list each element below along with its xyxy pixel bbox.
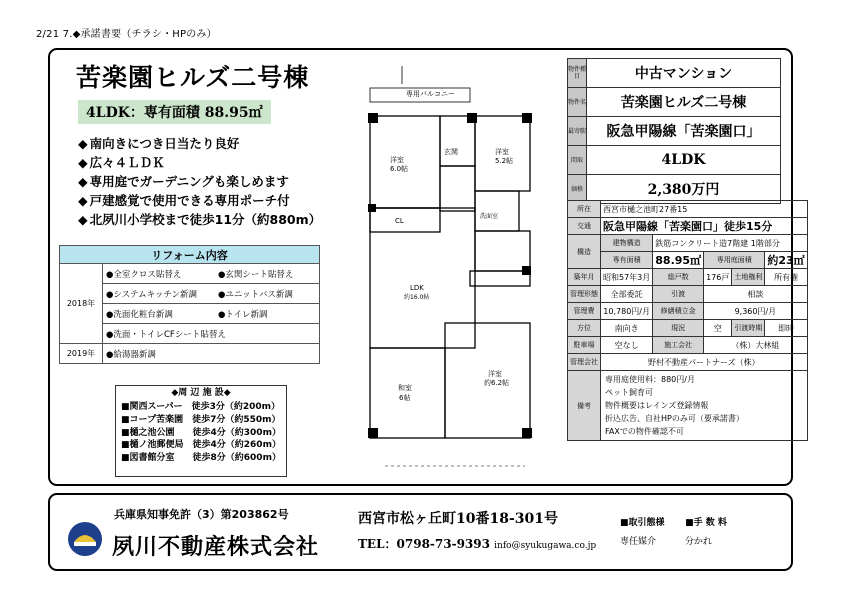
transaction-value-row [620, 534, 712, 547]
plan-genkan-label: 玄関 [444, 148, 458, 156]
built-value: 昭和57年3月 [601, 269, 653, 286]
note-line: 専用庭使用料：880円/月 [605, 375, 695, 384]
detail-key: 専用庭面積 [704, 252, 765, 269]
detail-key: 所在 [568, 201, 601, 218]
fee-label: ■手 数 料 [685, 518, 727, 528]
plan-room-label: 洋室 [495, 148, 509, 156]
summary-key: 物件名 [568, 88, 587, 117]
detail-key: 方位 [568, 320, 601, 337]
layout-area-banner: 4LDK：専有面積 88.95㎡ [78, 100, 271, 124]
company-logo-icon [66, 520, 104, 558]
company-name: 夙川不動産株式会社 [112, 534, 320, 560]
summary-key: 物件種目 [568, 59, 587, 88]
detail-key: 施工会社 [653, 337, 704, 354]
detail-key: 現況 [653, 320, 704, 337]
property-name: 苦楽園ヒルズ二号棟 [587, 88, 781, 117]
reform-row: ●給湯器新調 [103, 344, 320, 364]
feature-item: ◆ 戸建感覚で使用できる専用ポーチ付 [78, 191, 321, 210]
note-line: 折込広告、自社HPのみ可（要承諾書） [605, 414, 744, 423]
details-table [567, 200, 808, 441]
plan-room-label: 和室 [398, 384, 412, 392]
detail-key: 修繕積立金 [653, 303, 704, 320]
reform-table [59, 245, 320, 364]
detail-key: 構造 [568, 235, 601, 269]
license-number: 兵庫県知事免許（3）第203862号 [114, 508, 289, 521]
nearby-title: ◆周 辺 施 設◆ [171, 388, 231, 398]
company-contact [358, 535, 596, 552]
reform-row: ●システムキッチン新調 ●ユニットバス新調 [103, 284, 320, 304]
summary-table [567, 58, 781, 204]
layout-type: 4LDK [587, 146, 781, 175]
reform-row: ●洗面化粧台新調 ●トイレ新調 [103, 304, 320, 324]
feature-item: ◆ 専用庭でガーデニングも楽しめます [78, 172, 321, 191]
note-line: FAXでの物件確認不可 [605, 427, 684, 436]
detail-key: 備考 [568, 371, 601, 441]
nearest-station: 阪急甲陽線「苦楽園口」 [587, 117, 781, 146]
summary-key: 最寄駅 [568, 117, 587, 146]
units-value: 176戸 [704, 269, 732, 286]
detail-key: 引渡時期 [732, 320, 765, 337]
manager-value: 野村不動産パートナーズ（株） [601, 354, 808, 371]
summary-key: 価格 [568, 175, 587, 204]
email-address: info@syukugawa.co.jp [494, 541, 597, 551]
reform-row: ●全室クロス貼替え ●玄関シート貼替え [103, 264, 320, 284]
price: 2,380万円 [587, 175, 781, 204]
fee-value: 分かれ [684, 537, 712, 547]
plan-ldk-size: 約16.0帖 [404, 294, 430, 301]
detail-key: 築年月 [568, 269, 601, 286]
note-line: 物件概要はレインズ登録情報 [605, 401, 709, 410]
location-value: 西宮市樋之池町27番15 [601, 201, 808, 218]
area-value: 88.95㎡ [653, 252, 704, 269]
floor-plan [340, 58, 550, 478]
handover-value: 相談 [704, 286, 808, 303]
nearby-item: ■ コープ苦楽園 徒歩7分（約550m） [121, 414, 286, 427]
page-header: 2/21 7.◆承諾書要（チラシ・HPのみ） [36, 29, 217, 40]
fee-value: 10,780円/月 [601, 303, 653, 320]
property-title: 苦楽園ヒルズ二号棟 [76, 63, 310, 92]
builder-value: （株）大林組 [704, 337, 808, 354]
company-address: 西宮市松ヶ丘町10番18-301号 [358, 511, 558, 527]
detail-key: 交通 [568, 218, 601, 235]
feature-item: ◆ 広々４ＬＤＫ [78, 153, 321, 172]
note-line: ペット飼育可 [605, 388, 653, 397]
reform-year: 2019年 [60, 344, 103, 364]
direction-value: 南向き [601, 320, 653, 337]
nearby-item: ■ 樋ノ池郵便局 徒歩4分（約260m） [121, 439, 286, 452]
feature-item: ◆ 南向きにつき日当たり良好 [78, 134, 321, 153]
right-value: 所有権 [765, 269, 807, 286]
transaction-type-row [620, 515, 727, 528]
plan-balcony-label: 専用バルコニー [406, 90, 455, 98]
reform-row: ●洗面・トイレCFシート貼替え [103, 324, 320, 344]
plan-room-size: 6帖 [399, 394, 411, 402]
plan-room-size: 5.2帖 [495, 157, 514, 165]
detail-key: 総戸数 [653, 269, 704, 286]
nearby-item: ■ 関西スーパー 徒歩3分（約200m） [121, 401, 286, 414]
plan-room-size: 6.0帖 [390, 165, 409, 173]
garden-value: 約23㎡ [765, 252, 807, 269]
nearby-item: ■ 図書館分室 徒歩8分（約600m） [121, 452, 286, 465]
present-value: 空 [704, 320, 732, 337]
transaction-type-value: 専任媒介 [620, 537, 657, 547]
detail-key: 管理会社 [568, 354, 601, 371]
detail-key: 土地権利 [732, 269, 765, 286]
plan-room-label: 洋室 [488, 370, 502, 378]
plan-cl-label: CL [395, 217, 404, 225]
notes-value [601, 371, 808, 441]
parking-value: 空なし [601, 337, 653, 354]
repair-value: 9,360円/月 [704, 303, 808, 320]
deliver-value: 即時 [765, 320, 807, 337]
property-type: 中古マンション [587, 59, 781, 88]
reform-year: 2018年 [60, 264, 103, 344]
plan-room-size: 約6.2帖 [484, 379, 510, 387]
reform-title: リフォーム内容 [60, 246, 320, 264]
traffic-value: 阪急甲陽線「苦楽園口」徒歩15分 [601, 218, 808, 235]
feature-item: ◆ 北夙川小学校まで徒歩11分（約880m） [78, 210, 321, 229]
nearby-facilities [115, 385, 287, 477]
detail-key: 建物構造 [601, 235, 653, 252]
plan-room-label: 洋室 [390, 156, 404, 164]
detail-key: 管理費 [568, 303, 601, 320]
nearby-item: ■ 樋之池公園 徒歩4分（約300m） [121, 427, 286, 440]
admin-value: 全部委託 [601, 286, 653, 303]
detail-key: 駐車場 [568, 337, 601, 354]
plan-ldk-label: LDK [410, 284, 424, 292]
feature-list [78, 134, 321, 229]
summary-key: 間取 [568, 146, 587, 175]
structure-value: 鉄筋コンクリート造7階建 1階部分 [653, 235, 807, 252]
phone-number: TEL：0798-73-9393 [358, 537, 490, 551]
transaction-type-label: ■取引態様 [620, 518, 665, 528]
plan-washroom-label: 洗面室 [480, 213, 499, 220]
detail-key: 引渡 [653, 286, 704, 303]
detail-key: 専有面積 [601, 252, 653, 269]
detail-key: 管理形態 [568, 286, 601, 303]
